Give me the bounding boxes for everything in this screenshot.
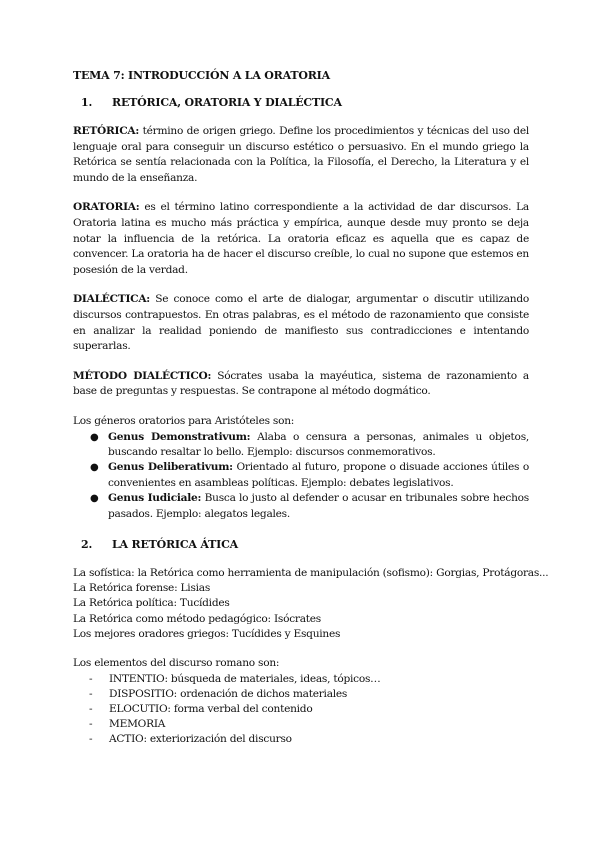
genre-name: Genus Deliberativum: [108, 461, 233, 474]
dash-marker: - [89, 718, 93, 731]
bullet-icon: ● [90, 493, 99, 505]
definition-text: término de origen griego. Define los procedimientos y técnicas del uso del lenguaje oral para conseguir un discurso estético o persuasivo. En el mundo griego la Retórica se sentía relacionada con la Política, la Filosofía, el Derecho, la Literatura y el mundo de la enseñanza. [73, 125, 529, 184]
element-text: MEMORIA [109, 718, 166, 731]
element-text: DISPOSITIO: ordenación de dichos materiales [109, 687, 348, 700]
list-item [89, 702, 529, 717]
definition-oratoria [73, 200, 529, 278]
definition-term: ORATORIA: [73, 201, 140, 214]
section-2-title: LA RETÓRICA ÁTICA [112, 537, 238, 551]
text-line: La Retórica política: Tucídides [73, 597, 230, 610]
list-item [89, 732, 529, 747]
text-line: La sofística: la Retórica como herramienta de manipulación (sofismo): Gorgias, Protágoras... [73, 566, 549, 579]
definition-metodo-dialectico [73, 369, 529, 400]
bullet-icon: ● [90, 462, 99, 474]
definition-text: Sócrates usaba la mayéutica, sistema de razonamiento a base de preguntas y respuestas. Se contrapone al método dogmático. [73, 369, 529, 398]
dash-marker: - [89, 733, 93, 746]
section-2-heading [73, 538, 529, 551]
elements-list [73, 672, 529, 748]
elements-intro: Los elementos del discurso romano son: [73, 656, 280, 669]
genre-text: Orientado al futuro, propone o disuade acciones útiles o convenientes en asambleas políticas. Ejemplo: debates legislativos. [108, 461, 529, 489]
genre-name: Genus Demonstrativum: [108, 430, 251, 443]
section-1-heading [73, 96, 529, 109]
list-item [86, 460, 529, 491]
genres-intro: Los géneros oratorios para Aristóteles son: [73, 414, 295, 427]
dash-marker: - [89, 672, 93, 685]
definition-text: es el término latino correspondiente a la actividad de dar discursos. La Oratoria latina es mucho más práctica y empírica, aunque desde muy pronto se deja notar la influencia de la retórica. La oratoria eficaz es aquella que es capaz de convencer. La oratoria ha de hacer el discurso creíble, lo cual no supone que estemos en posesión de la verdad. [73, 201, 529, 276]
element-text: ACTIO: exteriorización del discurso [109, 733, 292, 746]
document-body [73, 69, 549, 748]
document-title: TEMA 7: INTRODUCCIÓN A LA ORATORIA [73, 69, 330, 82]
definition-term: RETÓRICA: [73, 125, 140, 137]
section-2-number: 2. [81, 537, 93, 551]
genres-list [73, 430, 529, 522]
element-text: INTENTIO: búsqueda de materiales, ideas, tópicos… [109, 672, 381, 685]
list-item [89, 687, 529, 702]
genre-text: Alaba o censura a personas, animales u objetos, buscando resaltar lo bello. Ejemplo: discursos conmemorativos. [108, 430, 529, 458]
genre-name: Genus Iudiciale: [108, 492, 202, 505]
list-item [89, 717, 529, 732]
list-item [89, 672, 529, 687]
list-item [86, 430, 529, 461]
genre-text: Busca lo justo al defender o acusar en tribunales sobre hechos pasados. Ejemplo: alegatos legales. [108, 492, 529, 520]
definition-term: MÉTODO DIALÉCTICO: [73, 369, 212, 382]
text-line: Los mejores oradores griegos: Tucídides y Esquines [73, 627, 341, 640]
retorica-atica-lines [73, 566, 549, 642]
section-1-number: 1. [81, 96, 93, 109]
element-text: ELOCUTIO: forma verbal del contenido [109, 702, 313, 715]
dash-marker: - [89, 702, 93, 715]
definition-dialectica [73, 292, 529, 354]
section-1-title: RETÓRICA, ORATORIA Y DIALÉCTICA [112, 96, 342, 109]
definition-term: DIALÉCTICA: [73, 293, 150, 306]
definition-retorica [73, 124, 529, 186]
definition-text: Se conoce como el arte de dialogar, argumentar o discutir utilizando discursos contrapuestos. En otras palabras, es el método de razonamiento que consiste en analizar la realidad poniendo de manifiesto sus contradicciones e intentando superarlas. [73, 293, 529, 353]
bullet-icon: ● [90, 431, 99, 443]
dash-marker: - [89, 687, 93, 700]
list-item [86, 491, 529, 522]
text-line: La Retórica forense: Lisias [73, 582, 211, 595]
text-line: La Retórica como método pedagógico: Isócrates [73, 612, 321, 625]
